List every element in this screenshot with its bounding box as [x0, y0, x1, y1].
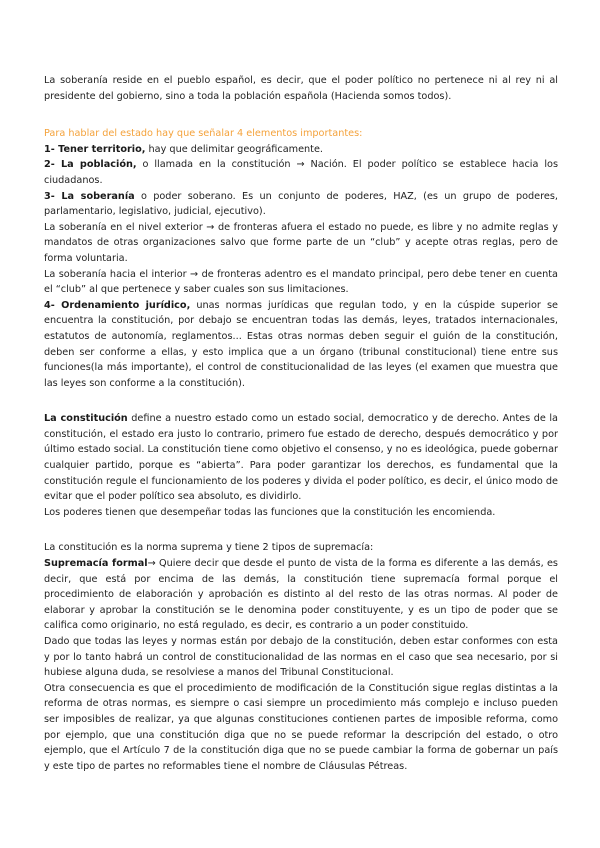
- element-3-text: o poder soberano. Es un conjunto de poderes, HAZ, (es un grupo de poderes, parlamentario, legislativo, judicial, ejecutivo).: [44, 190, 558, 218]
- element-4-title: 4- Ordenamiento jurídico,: [44, 299, 191, 311]
- element-1-paragraph: [44, 142, 558, 158]
- element-2-paragraph: [44, 157, 558, 188]
- document-body: [44, 73, 558, 774]
- spacer: [44, 104, 558, 126]
- element-4-paragraph: [44, 298, 558, 392]
- element-1-title: 1- Tener territorio,: [44, 143, 146, 155]
- element-2-title: 2- La población,: [44, 159, 137, 171]
- element-1-text: hay que delimitar geográficamente.: [145, 143, 324, 155]
- spacer: [44, 520, 558, 540]
- supremacia-title: Supremacía formal: [44, 558, 148, 570]
- paragraph-poderes: Los poderes tienen que desempeñar todas las funciones que la constitución les encomienda.: [44, 506, 496, 518]
- paragraph-interior: La soberanía hacia el interior → de fronteras adentro es el mandato principal, pero debe tener en cuenta el “club” al que pertenece y saber cuales son sus limitaciones.: [44, 268, 558, 296]
- paragraph-suprema: La constitución es la norma suprema y tiene 2 tipos de supremacía:: [44, 542, 374, 554]
- constitucion-title: La constitución: [44, 413, 128, 425]
- constitucion-paragraph: [44, 411, 558, 505]
- element-2-text: o llamada en la constitución → Nación. El poder político se establece hacia los ciudadanos.: [44, 159, 558, 186]
- constitucion-text: define a nuestro estado como un estado social, democratico y de derecho. Antes de la constitución, el estado era justo lo contrario, primero fue estado de derecho, después democrático y por último estado social. La constitución tiene como objetivo el consenso, y no es ideológica, puede gobernar cualquier partido, porque es “abierta”. Para poder garantizar los derechos, es fundamental que la constitución regule el funcionamiento de los poderes y divida el poder político, es decir, el único modo de evitar que el poder político sea absoluto, es dividirlo.: [44, 413, 558, 503]
- element-3-title: 3- La soberanía: [44, 190, 135, 202]
- paragraph-exterior: La soberanía en el nivel exterior → de fronteras afuera el estado no puede, es libre y no admite reglas y mandatos de otras organizaciones salvo que forme parte de un “club” y acepte otras reglas, pero de forma voluntaria.: [44, 221, 558, 264]
- element-3-paragraph: [44, 189, 558, 220]
- supremacia-paragraph: [44, 556, 558, 634]
- element-4-text: unas normas jurídicas que regulan todo, y en la cúspide superior se encuentra la constitución, por debajo se encuentran todas las demás, leyes, tratados internacionales, estatutos de autonomía, reglamentos... Estas otras normas deben seguir el guión de la constitución, deben ser conforme a ellas, y esto implica que a un órgano (tribunal constitucional) tiene entre sus funciones(la más importante), el control de constitucionalidad de las leyes (el examen que muestra que las leyes son conforme a la constitución).: [44, 299, 558, 389]
- paragraph-intro: La soberanía reside en el pueblo español, es decir, que el poder político no pertenece ni al rey ni al presidente del gobierno, sino a toda la población española (Hacienda somos todos).: [44, 75, 558, 102]
- paragraph-otra: Otra consecuencia es que el procedimiento de modificación de la Constitución sigue reglas distintas a la reforma de otras normas, es siempre o casi siempre un procedimiento más complejo e incluso pueden ser imposibles de realizar, ya que algunas constituciones contienen partes de imposible reforma, como por ejemplo, que una constitución diga que no se puede reformar la descripción del estado, o otro ejemplo, que el Artículo 7 de la constitución diga que no se puede cambiar la forma de gobernar un país y este tipo de partes no reformables tiene el nombre de Cláusulas Pétreas.: [44, 682, 558, 772]
- paragraph-dado: Dado que todas las leyes y normas están por debajo de la constitución, deben estar conformes con esta y por lo tanto habrá un control de constitucionalidad de las normas en el caso que sea necesario, por si hubiese alguna duda, se resolviese a manos del Tribunal Constitucional.: [44, 636, 558, 679]
- spacer: [44, 391, 558, 411]
- section-heading-elements: Para hablar del estado hay que señalar 4 elementos importantes:: [44, 128, 363, 140]
- supremacia-text: → Quiere decir que desde el punto de vista de la forma es diferente a las demás, es decir, que está por encima de las demás, la constitución tiene supremacía formal porque el procedimiento de elaboración y aprobación es distinto al del resto de las otras normas. Al poder de elaborar y aprobar la constitución se le denomina poder constituyente, y es un tipo de poder que se califica como originario, no está regulado, es decir, es contrario a un poder constituido.: [44, 558, 558, 632]
